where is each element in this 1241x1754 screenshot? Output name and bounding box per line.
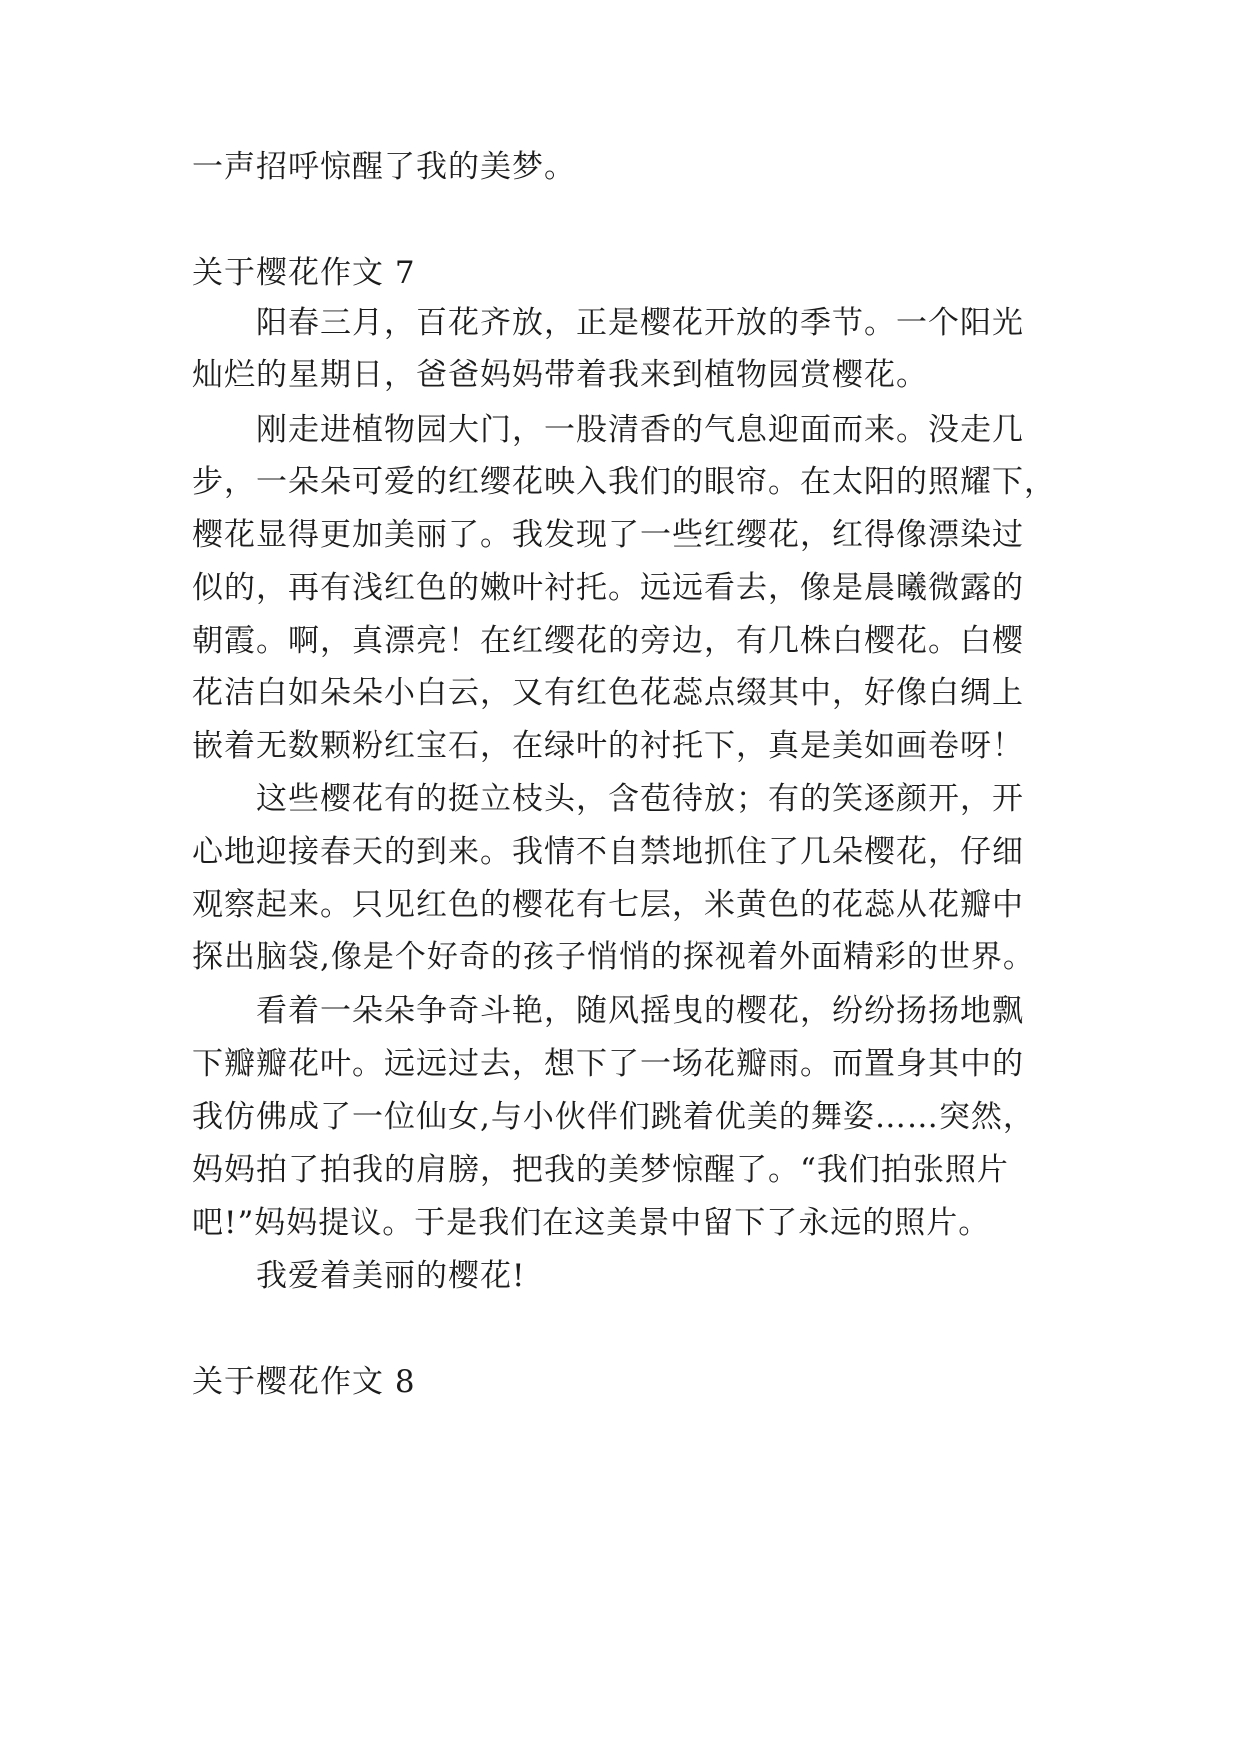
essay-7-line: 看着一朵朵争奇斗艳，随风摇曳的樱花，纷纷扬扬地飘 (256, 993, 1024, 1029)
essay-7-line: 妈妈拍了拍我的肩膀，把我的美梦惊醒了。“我们拍张照片 (192, 1152, 1009, 1188)
essay-7-line: 我仿佛成了一位仙女,与小伙伴们跳着优美的舞姿……突然， (192, 1099, 1035, 1135)
essay-7-line: 我爱着美丽的樱花! (256, 1258, 526, 1294)
essay-7-line: 这些樱花有的挺立枝头，含苞待放；有的笑逐颜开，开 (256, 781, 1024, 817)
essay-7-line: 吧!”妈妈提议。于是我们在这美景中留下了永远的照片。 (192, 1205, 991, 1241)
previous-essay-last-line: 一声招呼惊醒了我的美梦。 (192, 149, 576, 185)
essay-7-line: 灿烂的星期日，爸爸妈妈带着我来到植物园赏樱花。 (192, 357, 928, 393)
essay-7-title: 关于樱花作文 7 (192, 255, 416, 291)
essay-7-line: 探出脑袋,像是个好奇的孩子悄悄的探视着外面精彩的世界。 (192, 939, 1035, 975)
essay-7-line: 阳春三月，百花齐放，正是樱花开放的季节。一个阳光 (256, 305, 1024, 341)
essay-7-line: 朝霞。啊，真漂亮！在红缨花的旁边，有几株白樱花。白樱 (192, 623, 1024, 659)
essay-8-title: 关于樱花作文 8 (192, 1364, 416, 1400)
essay-7-line: 似的，再有浅红色的嫩叶衬托。远远看去，像是晨曦微露的 (192, 570, 1024, 606)
essay-7-line: 樱花显得更加美丽了。我发现了一些红缨花，红得像漂染过 (192, 517, 1024, 553)
essay-7-line: 刚走进植物园大门，一股清香的气息迎面而来。没走几 (256, 412, 1024, 448)
essay-7-line: 心地迎接春天的到来。我情不自禁地抓住了几朵樱花，仔细 (192, 834, 1024, 870)
essay-7-line: 观察起来。只见红色的樱花有七层，米黄色的花蕊从花瓣中 (192, 887, 1024, 923)
essay-7-line: 步，一朵朵可爱的红缨花映入我们的眼帘。在太阳的照耀下， (192, 464, 1056, 500)
essay-7-line: 下瓣瓣花叶。远远过去，想下了一场花瓣雨。而置身其中的 (192, 1046, 1024, 1082)
essay-7-line: 嵌着无数颗粉红宝石，在绿叶的衬托下，真是美如画卷呀！ (192, 728, 1024, 764)
essay-7-line: 花洁白如朵朵小白云，又有红色花蕊点缀其中，好像白绸上 (192, 675, 1024, 711)
